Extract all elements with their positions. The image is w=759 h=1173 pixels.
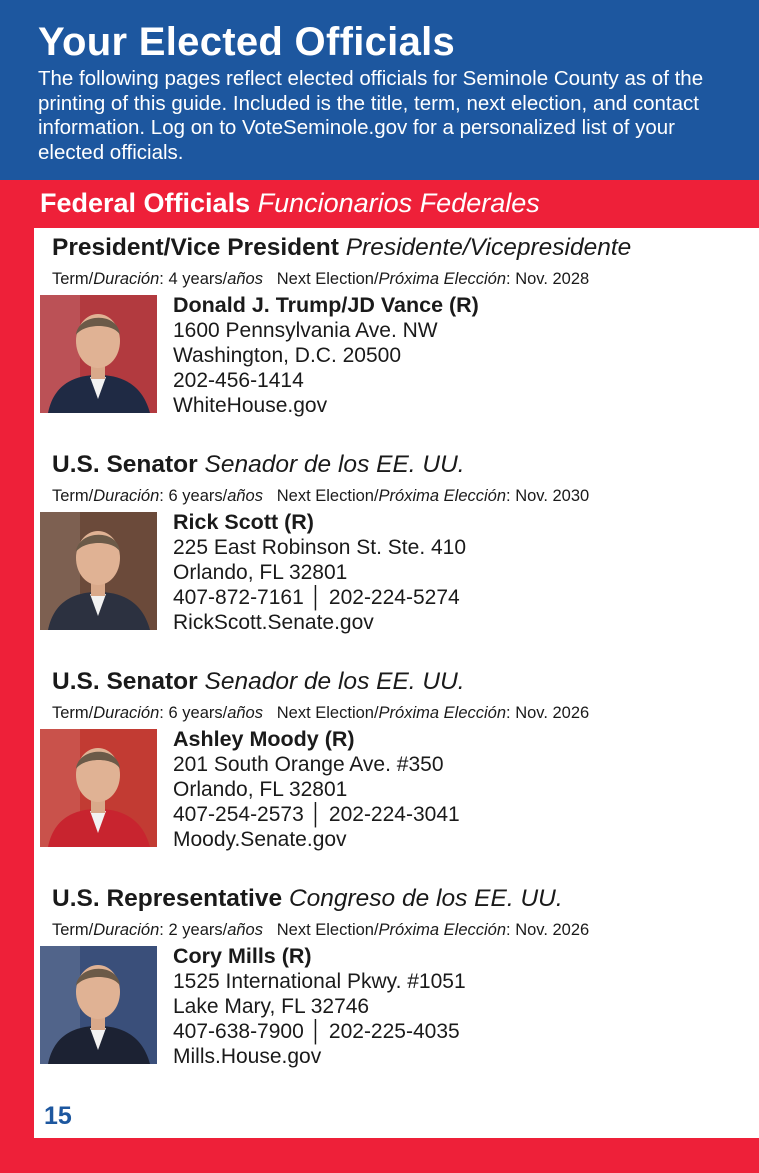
- term-line: Term/Duración: 6 years/años Next Election/Próxima Elección: Nov. 2030: [52, 487, 590, 505]
- official-name: Ashley Moody (R): [173, 727, 355, 751]
- official-photo: [40, 946, 157, 1064]
- phone-number: 407-638-7900: [173, 1020, 304, 1043]
- official-details: [173, 944, 466, 1069]
- official-photo: [40, 729, 157, 847]
- office-title-es: Senador de los EE. UU.: [204, 451, 465, 478]
- next-election-label: Next Election/: [276, 704, 379, 722]
- phone-number: 407-254-2573: [173, 803, 304, 826]
- official-website[interactable]: WhiteHouse.gov: [173, 394, 328, 417]
- official-website[interactable]: Moody.Senate.gov: [173, 828, 347, 851]
- term-line: Term/Duración: 2 years/años Next Election/Próxima Elección: Nov. 2026: [52, 921, 590, 939]
- address-line-2: Lake Mary, FL 32746: [173, 995, 370, 1018]
- office-title-en: President/Vice President: [52, 234, 339, 261]
- section-title-en: Federal Officials: [40, 188, 251, 218]
- section-title: [40, 186, 540, 220]
- phone-separator: │: [309, 803, 323, 826]
- office-title-en: U.S. Senator: [52, 451, 198, 478]
- official-photo: [40, 512, 157, 630]
- page-number: 15: [44, 1102, 72, 1130]
- term-years: 6: [168, 704, 178, 722]
- page-header: [0, 0, 759, 180]
- office-title: [52, 667, 465, 697]
- term-label: Term/: [52, 921, 94, 939]
- office-title-en: U.S. Senator: [52, 668, 198, 695]
- official-details: [173, 510, 466, 635]
- official-website[interactable]: Mills.House.gov: [173, 1045, 322, 1068]
- term-years: 6: [168, 487, 178, 505]
- address-line-2: Orlando, FL 32801: [173, 778, 348, 801]
- term-line: Term/Duración: 4 years/años Next Election/Próxima Elección: Nov. 2028: [52, 270, 590, 288]
- page-title: Your Elected Officials: [38, 20, 456, 64]
- term-label: Term/: [52, 270, 94, 288]
- office-title-es: Congreso de los EE. UU.: [288, 885, 563, 912]
- term-years: 4: [168, 270, 178, 288]
- phone-separator: │: [309, 1020, 323, 1043]
- phone-number: 202-456-1414: [173, 369, 304, 392]
- phone-number-2: 202-225-4035: [328, 1020, 460, 1043]
- official-website[interactable]: RickScott.Senate.gov: [173, 611, 374, 634]
- phone-number: 407-872-7161: [173, 586, 304, 609]
- term-label-es: Duración: [93, 270, 160, 288]
- phone-separator: │: [309, 586, 323, 609]
- phone-line: [173, 368, 479, 393]
- next-election-label: Next Election/: [276, 921, 379, 939]
- office-title: [52, 450, 465, 480]
- phone-line: [173, 1019, 466, 1044]
- address-line-1: 1600 Pennsylvania Ave. NW: [173, 319, 438, 342]
- next-election-date: Nov. 2028: [515, 270, 590, 288]
- officials-panel: [34, 228, 759, 1138]
- office-title-es: Senador de los EE. UU.: [204, 668, 465, 695]
- address-line-2: Orlando, FL 32801: [173, 561, 348, 584]
- office-title: [52, 884, 563, 914]
- section-title-es: Funcionarios Federales: [257, 188, 540, 218]
- official-name: Rick Scott (R): [173, 510, 314, 534]
- next-election-label: Next Election/: [276, 487, 379, 505]
- address-line-1: 201 South Orange Ave. #350: [173, 753, 444, 776]
- next-election-date: Nov. 2030: [515, 487, 590, 505]
- address-line-1: 1525 International Pkwy. #1051: [173, 970, 466, 993]
- phone-number-2: 202-224-3041: [328, 803, 460, 826]
- term-label: Term/: [52, 487, 94, 505]
- address-line-2: Washington, D.C. 20500: [173, 344, 402, 367]
- term-line: Term/Duración: 6 years/años Next Election/Próxima Elección: Nov. 2026: [52, 704, 590, 722]
- term-years: 2: [168, 921, 178, 939]
- next-election-date: Nov. 2026: [515, 704, 590, 722]
- term-label: Term/: [52, 704, 94, 722]
- official-name: Cory Mills (R): [173, 944, 312, 968]
- term-label-es: Duración: [93, 921, 160, 939]
- official-name: Donald J. Trump/JD Vance (R): [173, 293, 479, 317]
- phone-number-2: 202-224-5274: [328, 586, 460, 609]
- term-label-es: Duración: [93, 704, 160, 722]
- term-label-es: Duración: [93, 487, 160, 505]
- address-line-1: 225 East Robinson St. Ste. 410: [173, 536, 467, 559]
- official-details: [173, 293, 479, 418]
- next-election-label: Next Election/: [276, 270, 379, 288]
- official-photo: [40, 295, 157, 413]
- phone-line: [173, 585, 466, 610]
- office-title-en: U.S. Representative: [52, 885, 283, 912]
- official-details: [173, 727, 460, 852]
- intro-text: The following pages reflect elected officials for Seminole County as of the printing of this guide. Included is the title, term, next election, and contact information. Log on to VoteSeminole.gov for a personalized list of your elected officials.: [38, 67, 704, 164]
- phone-line: [173, 802, 460, 827]
- office-title: [52, 233, 631, 263]
- office-title-es: Presidente/Vicepresidente: [345, 234, 632, 261]
- next-election-date: Nov. 2026: [515, 921, 590, 939]
